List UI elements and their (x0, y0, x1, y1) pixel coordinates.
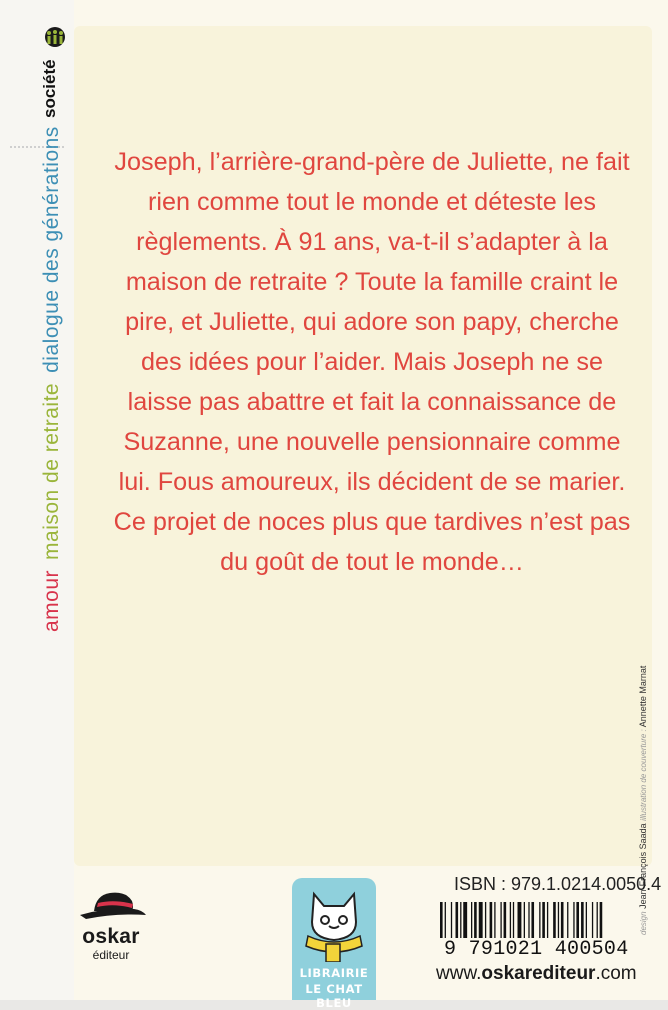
publisher-subtitle: éditeur (92, 948, 130, 962)
theme-amour: amour (40, 569, 63, 632)
publisher-url (436, 963, 637, 985)
isbn-label: ISBN : 979.1.0214.0050.4 (454, 874, 662, 894)
sticker-line2: LE CHAT BLEU (305, 982, 363, 1010)
illustration-label: illustration de couverture : (639, 729, 648, 821)
url-suffix: .com (595, 963, 637, 984)
theme-maison-de-retraite: maison de retraite (40, 382, 63, 560)
theme-tags (40, 126, 64, 632)
illustration-name: Annette Marnat (638, 665, 648, 728)
publisher-name: oskar (82, 925, 140, 948)
url-brand: oskarediteur (481, 963, 596, 984)
hat-icon (76, 885, 152, 927)
category-label: société (40, 59, 59, 118)
design-name: Jean-François Saada (638, 823, 648, 909)
blurb-text: Joseph, l’arrière-grand-père de Juliette, ne fait rien comme tout le monde et déteste les règlements. À 91 ans, va-t-il s’adapter à la maison de retraite ? Toute la famille craint le pire, et Juliette, qui adore son papy, cherche des idées pour l’aider. Mais Joseph ne se laisse pas abattre et fait la connaissance de Suzanne, une nouvelle pensionnaire comme lui. Fous amoureux, ils décident de se marier. Ce projet de noces plus que tardives n’est pas du goût de tout le monde… (113, 148, 631, 576)
sticker-line1: LIBRAIRIE (299, 966, 369, 980)
people-group-icon (40, 26, 70, 48)
cat-icon (302, 886, 366, 962)
url-prefix: www. (436, 963, 482, 984)
design-label: design (639, 911, 648, 935)
bookstore-sticker (292, 878, 376, 1010)
barcode-digits: 9 791021 400504 (440, 938, 654, 961)
theme-dialogue: dialogue des générations (40, 126, 63, 373)
